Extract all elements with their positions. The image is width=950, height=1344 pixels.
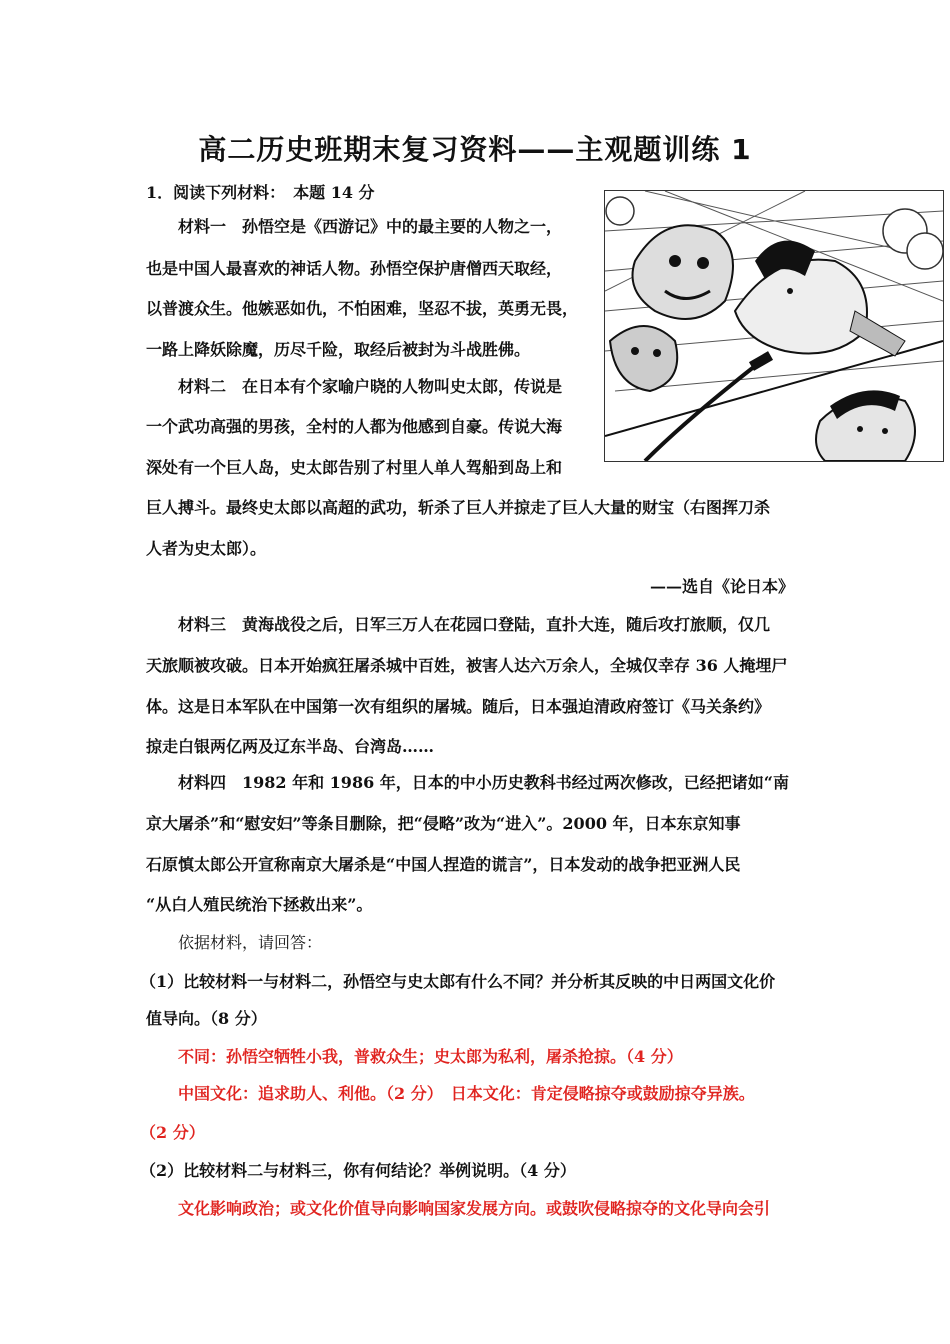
material-2-line-4: 巨人搏斗。最终史太郎以高超的武功，斩杀了巨人并掠走了巨人大量的财宝（右图挥刀杀 (146, 498, 771, 517)
answer-prompt: 依据材料，请回答： (178, 933, 323, 952)
material-1-line-3: 以普渡众生。他嫉恶如仇，不怕困难，坚忍不拔，英勇无畏， (146, 299, 579, 318)
material-3-line-4: 掠走白银两亿两及辽东半岛、台湾岛…… (146, 737, 435, 756)
question-1-1-line-2: 值导向。（8 分） (146, 1009, 267, 1028)
material-2-line-5: 人者为史太郎）。 (146, 539, 267, 558)
material-1-line-2: 也是中国人最喜欢的神话人物。孙悟空保护唐僧西天取经， (146, 259, 563, 278)
material-1-line-4: 一路上降妖除魔，历尽千险，取经后被封为斗战胜佛。 (146, 340, 531, 359)
material-4-line-2: 京大屠杀”和“慰安妇”等条目删除，把“侵略”改为“进入”。2000 年，日本东京知事 (146, 814, 741, 833)
manga-illustration (604, 190, 944, 462)
material-2-line-1: 材料二 在日本有个家喻户晓的人物叫史太郎，传说是 (178, 377, 563, 396)
material-1-line-1: 材料一 孙悟空是《西游记》中的最主要的人物之一， (178, 217, 563, 236)
material-2-line-3: 深处有一个巨人岛，史太郎告别了村里人单人驾船到岛上和 (146, 458, 563, 477)
material-4-line-1: 材料四 1982 年和 1986 年，日本的中小历史教科书经过两次修改，已经把诸如“南 (178, 773, 789, 792)
material-3-line-3: 体。这是日本军队在中国第一次有组织的屠城。随后，日本强迫清政府签订《马关条约》 (146, 697, 771, 716)
material-2-line-2: 一个武功高强的男孩，全村的人都为他感到自豪。传说大海 (146, 417, 563, 436)
question-1-header: 1．阅读下列材料： 本题 14 分 (146, 183, 375, 202)
answer-1-2: 文化影响政治；或文化价值导向影响国家发展方向。或鼓吹侵略掠夺的文化导向会引 (178, 1199, 771, 1218)
material-4-line-3: 石原慎太郎公开宣称南京大屠杀是“中国人捏造的谎言”，日本发动的战争把亚洲人民 (146, 855, 741, 874)
answer-1-1-line-2: 中国文化：追求助人、利他。（2 分） 日本文化：肯定侵略掠夺或鼓励掠夺异族。 (178, 1084, 755, 1103)
answer-1-1-line-1: 不同：孙悟空牺牲小我，普救众生；史太郎为私利，屠杀抢掠。（4 分） (178, 1047, 683, 1066)
page-title: 高二历史班期末复习资料——主观题训练 1 (198, 133, 752, 166)
material-4-line-4: “从白人殖民统治下拯救出来”。 (146, 895, 373, 914)
material-3-line-1: 材料三 黄海战役之后，日军三万人在花园口登陆，直扑大连，随后攻打旅顺，仅几 (178, 615, 771, 634)
material-2-source: ——选自《论日本》 (650, 577, 795, 596)
material-3-line-2: 天旅顺被攻破。日本开始疯狂屠杀城中百姓，被害人达六万余人，全城仅幸存 36 人掩埋尸 (146, 656, 788, 675)
question-1-2: （2）比较材料二与材料三，你有何结论？举例说明。（4 分） (140, 1161, 576, 1180)
manga-illustration-drawing (605, 191, 943, 461)
question-1-1-line-1: （1）比较材料一与材料二，孙悟空与史太郎有什么不同？并分析其反映的中日两国文化价 (140, 972, 776, 991)
answer-1-1-line-3: （2 分） (140, 1123, 205, 1142)
